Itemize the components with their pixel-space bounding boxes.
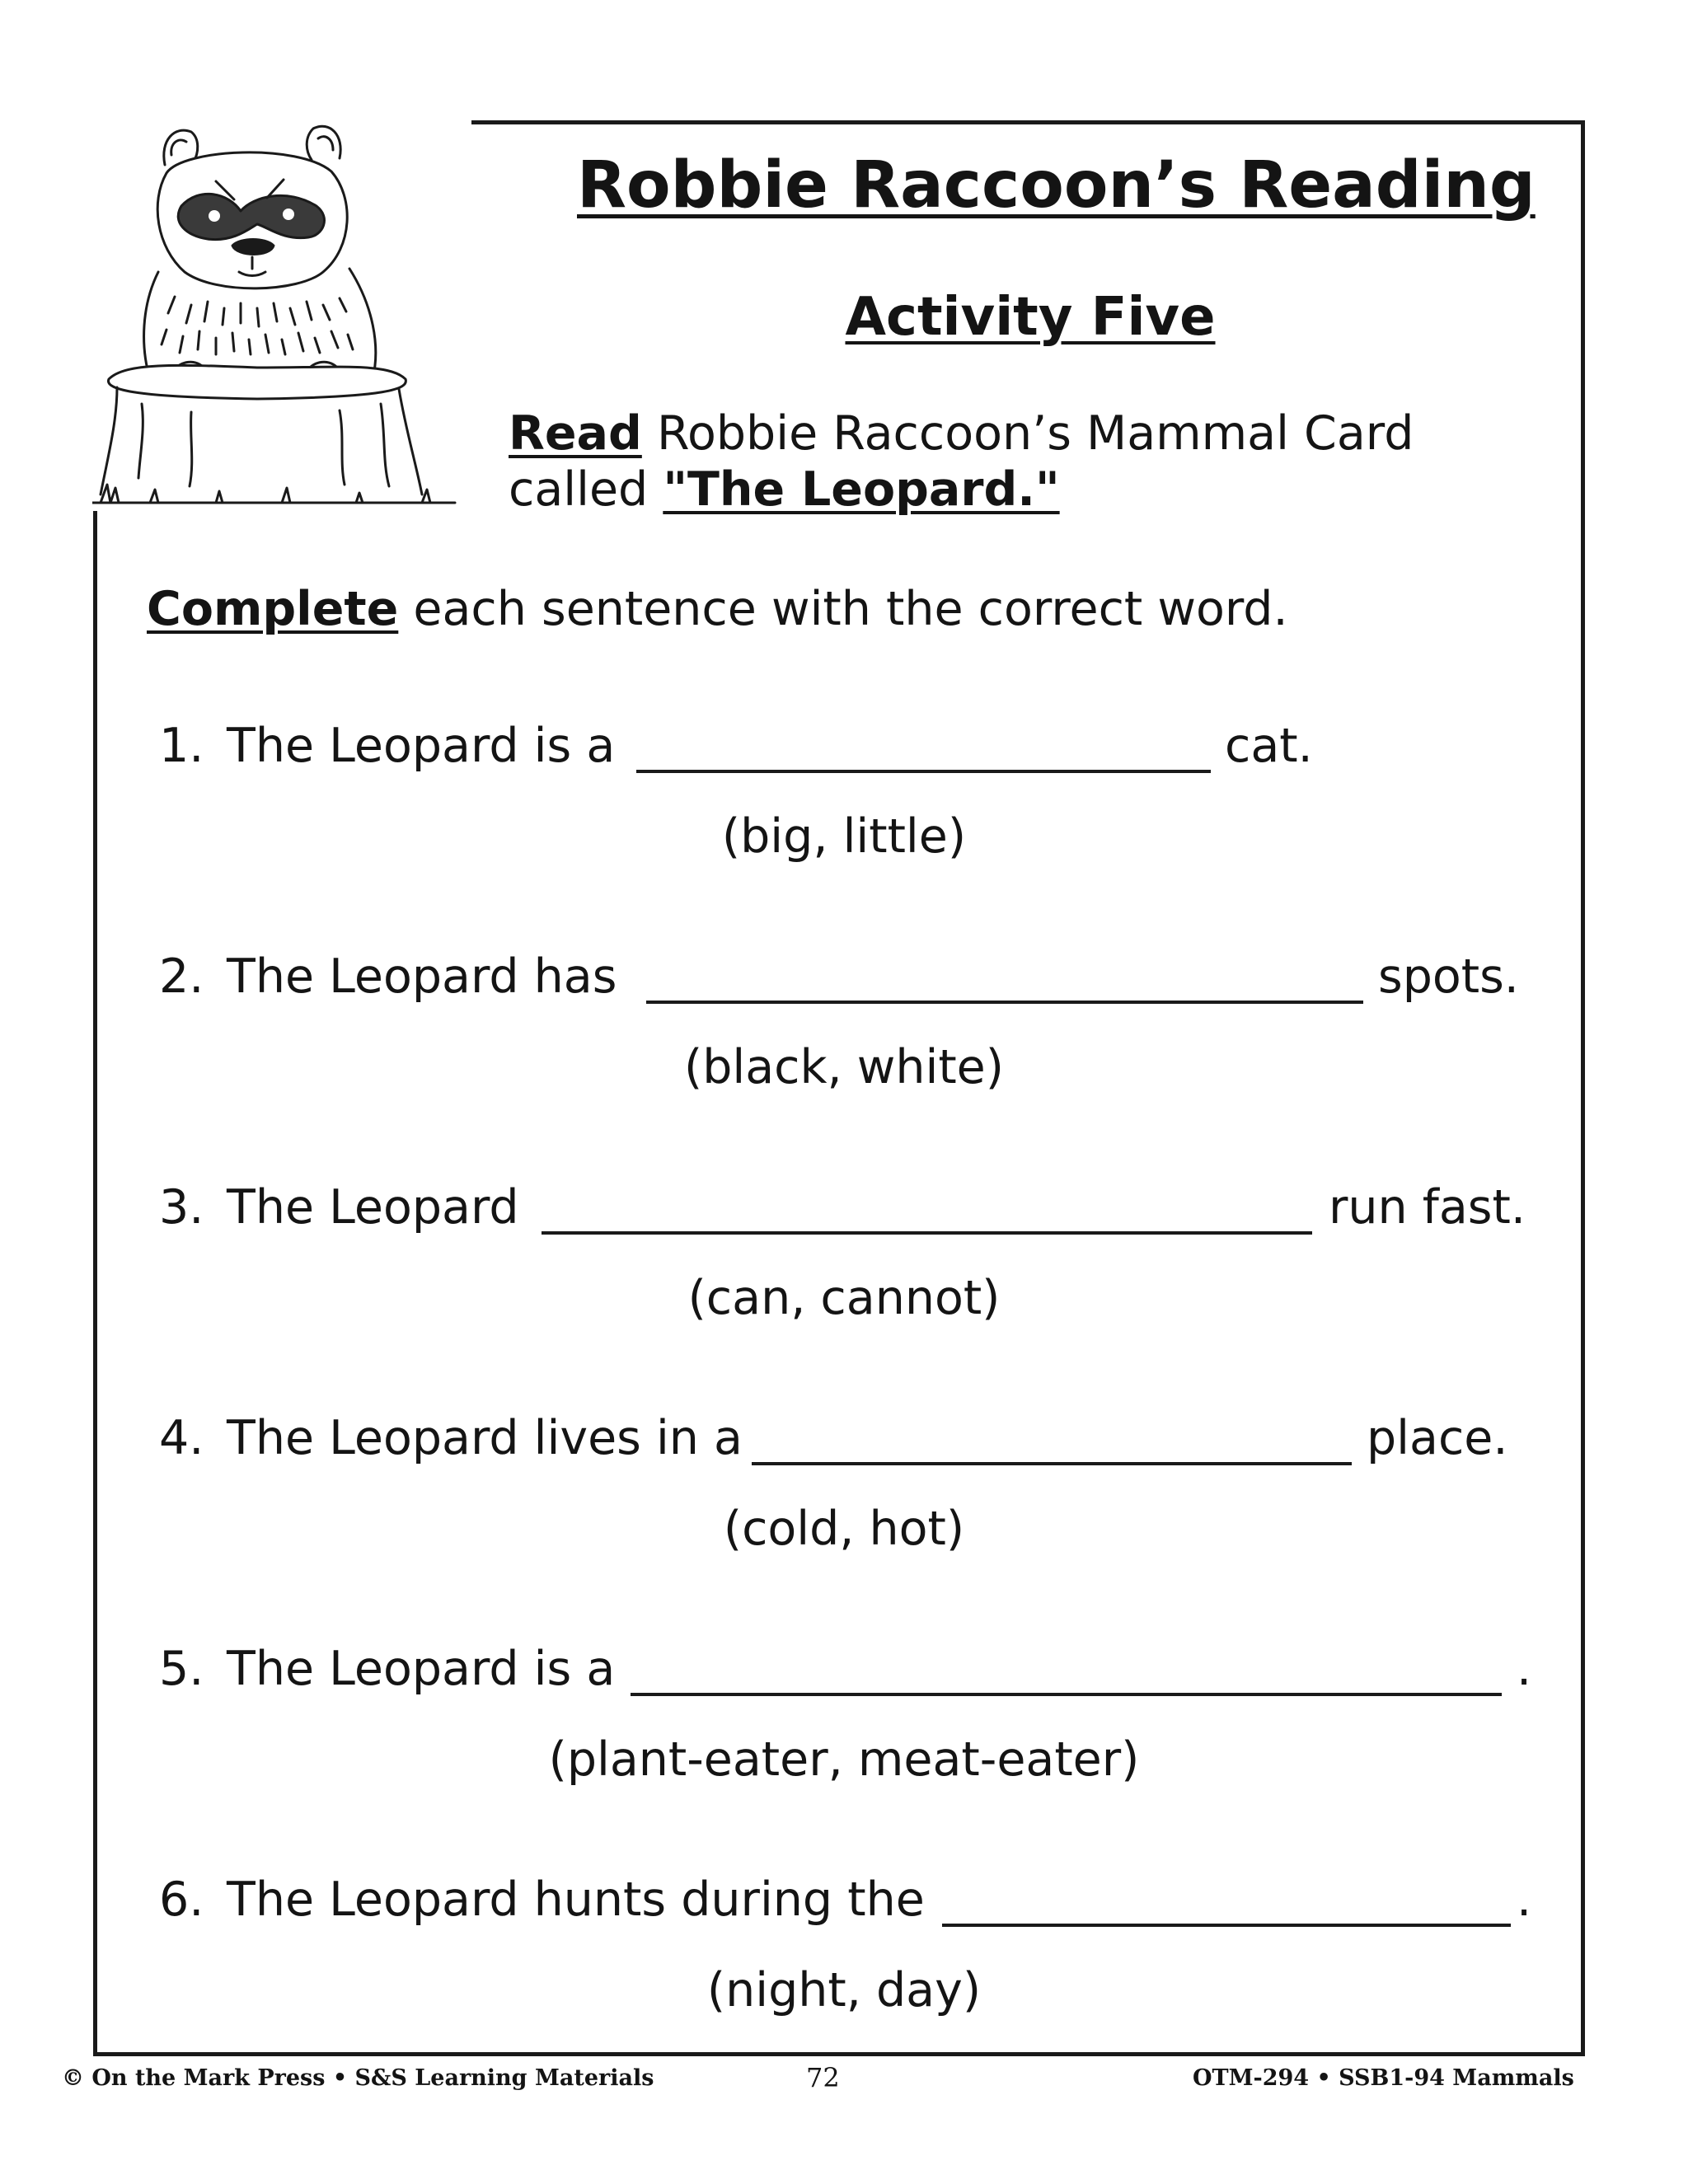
question-number: 3. [159, 1180, 204, 1235]
question-ending: cat. [1225, 719, 1313, 773]
answer-blank[interactable] [646, 1001, 1363, 1004]
question-6 [0, 1872, 1688, 2037]
answer-choices: (night, day) [706, 1963, 982, 2018]
question-ending: run fast. [1329, 1180, 1526, 1235]
question-stem: The Leopard is a [227, 1642, 616, 1696]
complete-text: each sentence with the correct word. [398, 582, 1288, 636]
page-title: Robbie Raccoon’s Reading [577, 148, 1536, 223]
question-number: 2. [159, 949, 204, 1004]
read-verb: Read [509, 406, 642, 461]
read-instruction [509, 405, 1414, 518]
question-ending: . [1517, 1872, 1532, 1927]
question-1 [0, 719, 1688, 883]
read-text-line2: called [509, 462, 663, 517]
read-text-line1: Robbie Raccoon’s Mammal Card [641, 406, 1414, 461]
question-stem: The Leopard is a [227, 719, 616, 773]
question-stem: The Leopard [227, 1180, 519, 1235]
page-number: 72 [806, 2062, 840, 2093]
question-ending: . [1517, 1642, 1532, 1696]
answer-blank[interactable] [942, 1924, 1511, 1927]
question-5 [0, 1642, 1688, 1807]
answer-choices: (cold, hot) [723, 1502, 965, 1556]
answer-blank[interactable] [636, 770, 1211, 773]
answer-choices: (can, cannot) [687, 1271, 1001, 1325]
question-ending: place. [1367, 1411, 1508, 1465]
answer-choices: (big, little) [721, 809, 967, 864]
footer-product-code: OTM-294 • SSB1-94 Mammals [1193, 2065, 1574, 2091]
complete-instruction [147, 582, 1288, 636]
complete-verb: Complete [147, 582, 399, 636]
question-number: 5. [159, 1642, 204, 1696]
question-stem: The Leopard lives in a [227, 1411, 743, 1465]
question-number: 4. [159, 1411, 204, 1465]
question-4 [0, 1411, 1688, 1576]
answer-blank[interactable] [752, 1462, 1352, 1465]
answer-blank[interactable] [542, 1231, 1312, 1235]
footer-publisher: © On the Mark Press • S&S Learning Materials [62, 2065, 654, 2091]
activity-subtitle: Activity Five [845, 287, 1216, 348]
question-number: 6. [159, 1872, 204, 1927]
answer-choices: (plant-eater, meat-eater) [548, 1732, 1140, 1787]
question-stem: The Leopard has [227, 949, 617, 1004]
question-3 [0, 1180, 1688, 1345]
question-number: 1. [159, 719, 204, 773]
card-name: "The Leopard." [663, 462, 1060, 517]
question-2 [0, 949, 1688, 1114]
answer-choices: (black, white) [683, 1040, 1004, 1094]
question-stem: The Leopard hunts during the [227, 1872, 925, 1927]
question-ending: spots. [1378, 949, 1519, 1004]
raccoon-stump-illustration [92, 107, 471, 511]
answer-blank[interactable] [631, 1693, 1502, 1696]
